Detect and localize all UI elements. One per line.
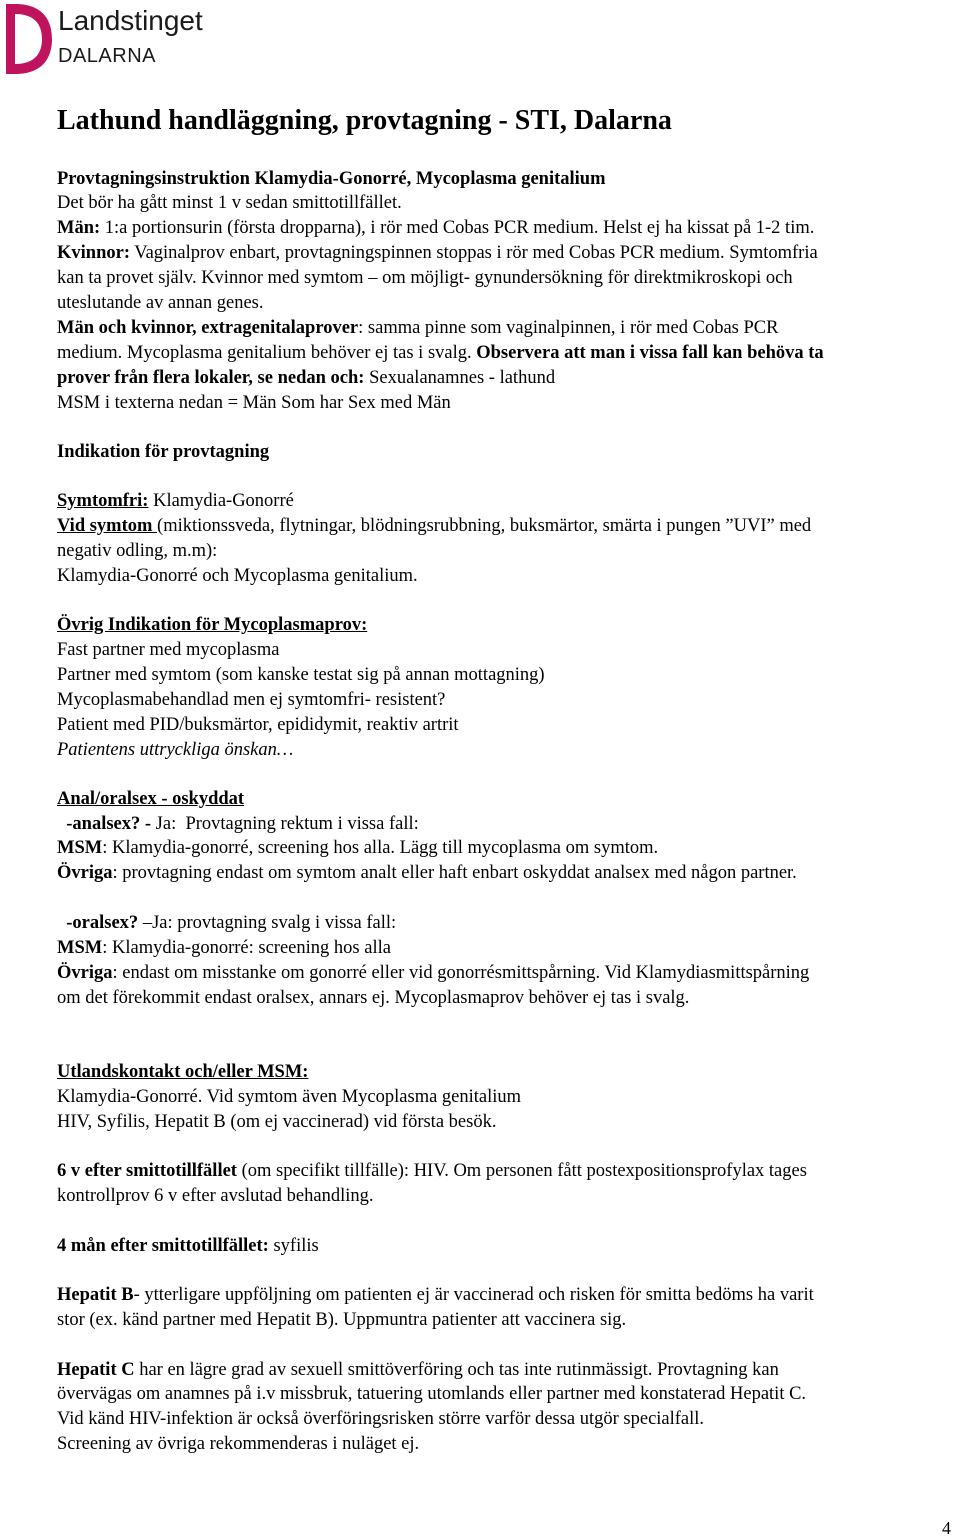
label-ovriga: Övriga xyxy=(57,963,113,983)
text-span: Klamydia-Gonorré xyxy=(148,491,294,511)
text-line xyxy=(57,341,824,365)
text-span: syfilis xyxy=(268,1236,319,1256)
logo-subtitle: DALARNA xyxy=(58,45,156,67)
label-ovriga: Övriga xyxy=(57,863,113,883)
label-hepatit-c: Hepatit C xyxy=(57,1360,135,1380)
text-span: medium. Mycoplasma genitalium behöver ej tas i svalg. xyxy=(57,343,477,363)
text-line: Patient med PID/buksmärtor, epididymit, reaktiv artrit xyxy=(57,715,459,735)
text-line: stor (ex. känd partner med Hepatit B). Uppmuntra patienter att vaccinera sig. xyxy=(57,1310,627,1330)
label-extragenital: Män och kvinnor, extragenitalaprover xyxy=(57,318,359,338)
text-line: uteslutande av annan genes. xyxy=(57,293,264,313)
sexualanamnes-link[interactable]: Sexualanamnes - lathund xyxy=(364,368,556,388)
text-span: 1:a portionsurin (första dropparna), i rör med Cobas PCR medium. Helst ej ha kissat på 1-2 tim. xyxy=(100,218,815,238)
text-line: negativ odling, m.m): xyxy=(57,541,218,561)
label-man: Män: xyxy=(57,218,101,238)
text-span-bold: prover från flera lokaler, se nedan och: xyxy=(57,368,365,388)
page-title: Lathund handläggning, provtagning - STI, Dalarna xyxy=(57,105,672,136)
text-span: Vaginalprov enbart, provtagningspinnen stoppas i rör med Cobas PCR medium. Symtomfria xyxy=(129,243,818,263)
text-line xyxy=(57,936,391,960)
text-line: Klamydia-Gonorré. Vid symtom även Mycoplasma genitalium xyxy=(57,1087,522,1107)
text-span: Ja: Provtagning rektum i vissa fall: xyxy=(151,814,419,834)
text-span: (miktionssveda, flytningar, blödningsrubbning, buksmärtor, smärta i pungen ”UVI” med xyxy=(157,516,812,536)
text-span: : samma pinne som vaginalpinnen, i rör med Cobas PCR xyxy=(358,318,779,338)
text-span: : endast om misstanke om gonorré eller vid gonorrésmittspårning. Vid Klamydiasmittspårning xyxy=(112,963,810,983)
text-line: Mycoplasmabehandlad men ej symtomfri- resistent? xyxy=(57,690,446,710)
section-heading-provtagning: Provtagningsinstruktion Klamydia-Gonorré, Mycoplasma genitalium xyxy=(57,169,606,189)
text-line: Vid känd HIV-infektion är också överföringsrisken större varför dessa utgör specialfall. xyxy=(57,1409,705,1429)
text-line: Fast partner med mycoplasma xyxy=(57,640,280,660)
section-heading-mycoplasma: Övrig Indikation för Mycoplasmaprov: xyxy=(57,615,368,635)
text-span: (om specifikt tillfälle): HIV. Om personen fått postexpositionsprofylax tages xyxy=(236,1161,807,1181)
landstinget-logo-mark xyxy=(6,4,52,74)
text-line xyxy=(57,1234,319,1258)
text-span: har en lägre grad av sexuell smittöverföring och tas inte rutinmässigt. Provtagning kan xyxy=(134,1360,779,1380)
label-msm: MSM xyxy=(57,938,103,958)
section-heading-anal-oralsex: Anal/oralsex - oskyddat xyxy=(57,789,245,809)
section-heading-utlandskontakt: Utlandskontakt och/eller MSM: xyxy=(57,1062,309,1082)
text-line xyxy=(57,514,811,538)
text-line xyxy=(57,861,797,885)
text-line: HIV, Syfilis, Hepatit B (om ej vaccinerad) vid första besök. xyxy=(57,1112,497,1132)
label-hepatit-b: Hepatit B xyxy=(57,1285,134,1305)
text-line xyxy=(57,489,294,513)
text-span: : Klamydia-gonorré: screening hos alla xyxy=(102,938,391,958)
label-msm: MSM xyxy=(57,838,103,858)
text-span: : Klamydia-gonorré, screening hos alla. Lägg till mycoplasma om symtom. xyxy=(102,838,659,858)
text-line xyxy=(57,1283,814,1307)
text-line xyxy=(57,316,778,340)
text-line xyxy=(57,961,809,985)
label-vid-symtom: Vid symtom xyxy=(57,516,158,536)
text-line: Klamydia-Gonorré och Mycoplasma genitalium. xyxy=(57,566,418,586)
text-line xyxy=(57,911,396,935)
text-span: –Ja: provtagning svalg i vissa fall: xyxy=(138,913,397,933)
text-line: Partner med symtom (som kanske testat sig på annan mottagning) xyxy=(57,665,545,685)
logo xyxy=(0,0,203,80)
text-line: kan ta provet själv. Kvinnor med symtom – om möjligt- gynundersökning för direktmikroskopi och xyxy=(57,268,793,288)
text-line: kontrollprov 6 v efter avslutad behandling. xyxy=(57,1186,374,1206)
text-line xyxy=(57,216,814,240)
text-line xyxy=(57,1159,807,1183)
text-line: Screening av övriga rekommenderas i nuläget ej. xyxy=(57,1434,420,1454)
label-kvinnor: Kvinnor: xyxy=(57,243,130,263)
text-line: MSM i texterna nedan = Män Som har Sex med Män xyxy=(57,393,451,413)
text-line xyxy=(57,241,818,265)
label-4man: 4 mån efter smittotillfället: xyxy=(57,1236,269,1256)
text-span: : provtagning endast om symtom analt eller haft enbart oskyddat analsex med någon partner. xyxy=(112,863,797,883)
text-line xyxy=(57,836,658,860)
page-number: 4 xyxy=(942,1518,951,1538)
text-line: Patientens uttryckliga önskan… xyxy=(57,740,294,760)
text-line: övervägas om anamnes på i.v missbruk, tatuering utomlands eller partner med konstaterad Hepatit C. xyxy=(57,1384,807,1404)
text-line xyxy=(57,1358,779,1382)
label-6v: 6 v efter smittotillfället xyxy=(57,1161,237,1181)
section-heading-indikation: Indikation för provtagning xyxy=(57,442,270,462)
label-oralsex: -oralsex? xyxy=(57,913,139,933)
text-line: Det bör ha gått minst 1 v sedan smittotillfället. xyxy=(57,193,402,213)
label-symtomfri: Symtomfri: xyxy=(57,491,149,511)
text-span-bold: Observera att man i vissa fall kan behöva ta xyxy=(476,343,824,363)
text-line: om det förekommit endast oralsex, annars ej. Mycoplasmaprov behöver ej tas i svalg. xyxy=(57,988,690,1008)
text-span: - ytterligare uppföljning om patienten ej är vaccinerad och risken för smitta bedöms ha varit xyxy=(133,1285,814,1305)
text-line xyxy=(57,366,555,390)
text-line xyxy=(57,812,419,836)
label-analsex: -analsex? - xyxy=(57,814,152,834)
logo-name: Landstinget xyxy=(58,5,203,36)
